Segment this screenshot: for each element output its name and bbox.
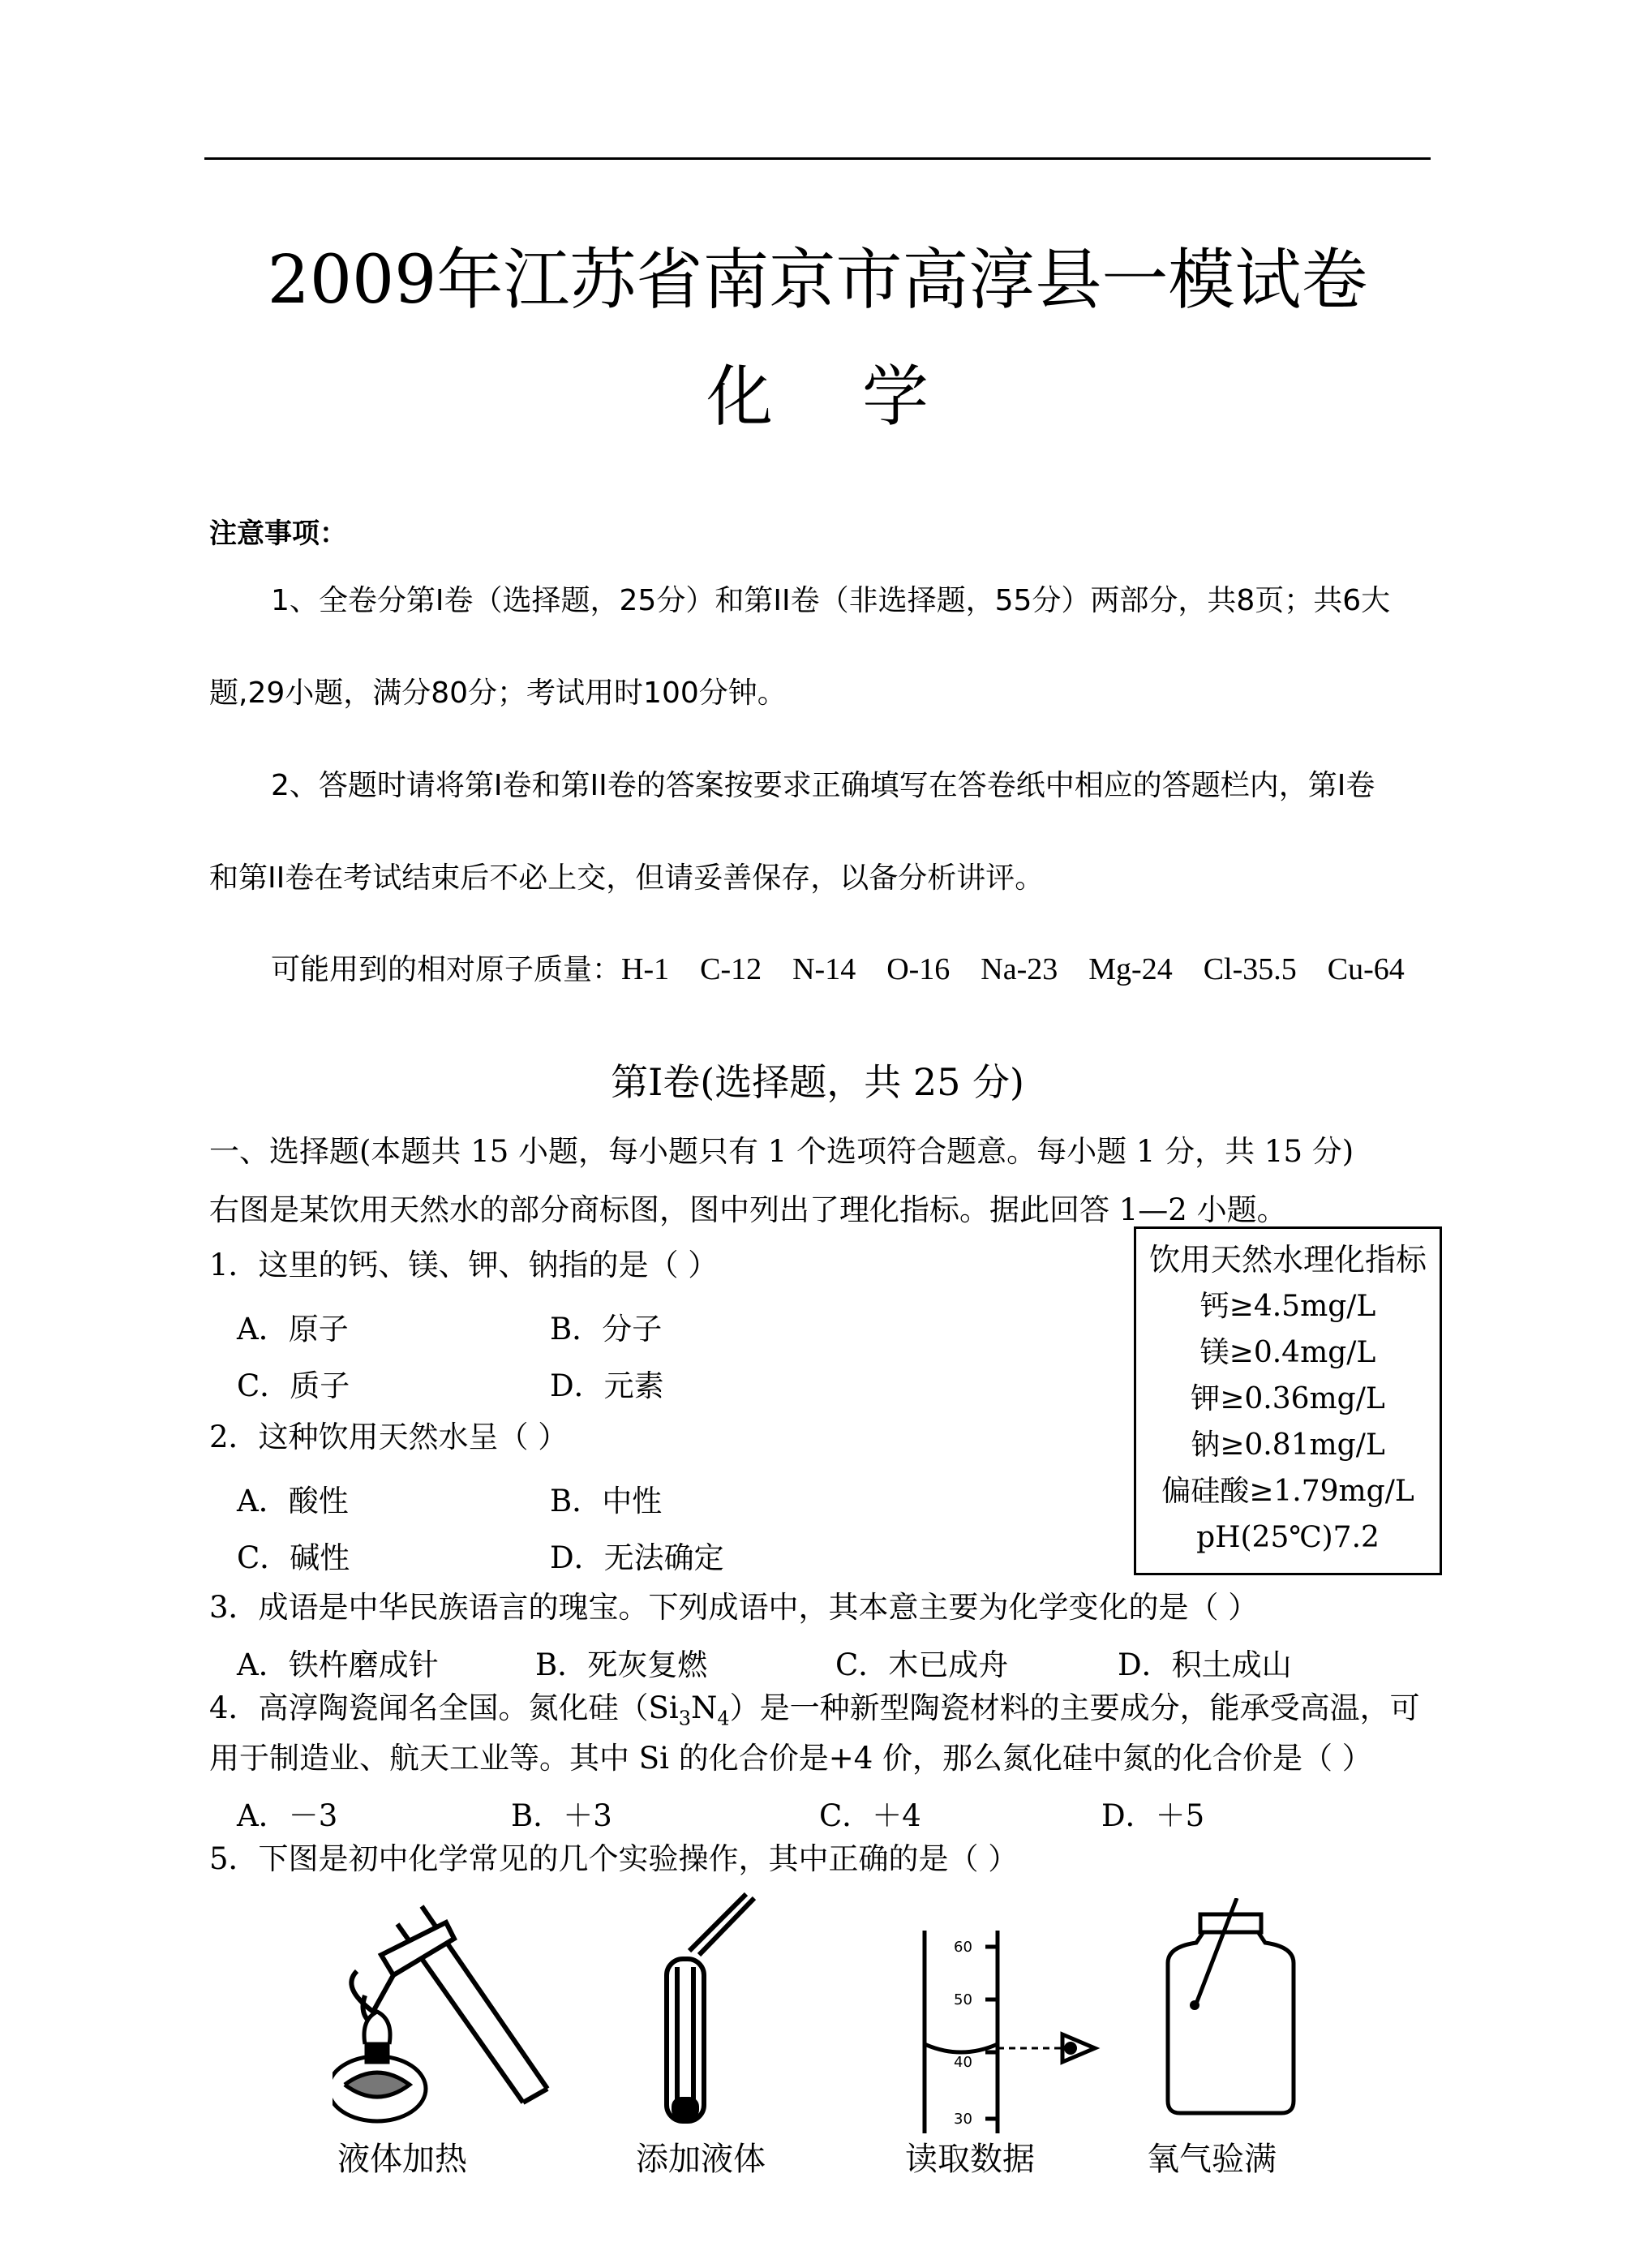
figure-reading-data [908, 1931, 1119, 2133]
q4-stem-line2: 用于制造业、航天工业等。其中 Si 的化合价是+4 价，那么氮化硅中氮的化合价是（ ） [209, 1741, 1372, 1776]
q4-stem-post: ）是一种新型陶瓷材料的主要成分，能承受高温，可 [729, 1690, 1420, 1725]
tick-label: 50 [954, 1991, 972, 2008]
notice-item1-line2: 题,29小题，满分80分；考试用时100分钟。 [209, 677, 787, 710]
caption-liquid-heating: 液体加热 [337, 2141, 467, 2178]
tick-label: 30 [954, 2111, 972, 2128]
water-label-box [1134, 1226, 1442, 1575]
q4-stem-pre: 4．高淳陶瓷闻名全国。氮化硅（Si [209, 1690, 679, 1725]
q1-option-b: B．分子 [550, 1312, 663, 1347]
q4-stem [209, 1689, 1420, 1738]
q3-option-c: C．木已成舟 [835, 1647, 1009, 1682]
atomic-masses [271, 951, 1405, 989]
subject-title: 化学 [706, 359, 1018, 436]
figure-adding-liquid [641, 1890, 770, 2133]
top-rule [204, 157, 1431, 160]
q3-option-d: D．积土成山 [1118, 1647, 1292, 1682]
tick-label: 60 [954, 1939, 972, 1956]
q1-option-d: D．元素 [550, 1368, 664, 1403]
notice-item2-line2: 和第II卷在考试结束后不必上交，但请妥善保存，以备分析讲评。 [209, 861, 1045, 895]
atomic-masses-values: H-1 C-12 N-14 O-16 Na-23 Mg-24 Cl-35.5 Cu-64 [621, 952, 1405, 986]
q3-stem: 3．成语是中华民族语言的瑰宝。下列成语中，其本意主要为化学变化的是（ ） [209, 1590, 1259, 1625]
section-title: 第I卷(选择题，共 25 分) [611, 1060, 1024, 1104]
label-row: 偏硅酸≥1.79mg/L [1161, 1475, 1414, 1508]
q2-option-a: A．酸性 [237, 1484, 349, 1518]
notice-heading: 注意事项： [209, 518, 347, 550]
q2-option-c: C．碱性 [237, 1540, 350, 1575]
q3-option-b: B．死灰复燃 [535, 1647, 708, 1682]
q4-sub2: 4 [717, 1707, 730, 1730]
q2-option-d: D．无法确定 [550, 1540, 724, 1575]
page-title: 2009年江苏省南京市高淳县一模试卷 [267, 242, 1368, 319]
q3-option-a: A．铁杵磨成针 [237, 1647, 439, 1682]
label-row: 钾≥0.36mg/L [1191, 1382, 1385, 1415]
q4-option-c: C．＋4 [819, 1798, 921, 1833]
caption-reading-data: 读取数据 [905, 2141, 1035, 2178]
q4-option-d: D．＋5 [1101, 1798, 1205, 1833]
q1-stem: 1．这里的钙、镁、钾、钠指的是（ ） [209, 1248, 719, 1282]
figure-liquid-heating [333, 1898, 568, 2133]
figure-oxygen-test [1160, 1898, 1306, 2117]
label-row: 钠≥0.81mg/L [1191, 1428, 1385, 1462]
tick-label: 40 [954, 2054, 972, 2071]
q1-option-a: A．原子 [237, 1312, 349, 1347]
q2-option-b: B．中性 [550, 1484, 663, 1518]
caption-adding-liquid: 添加液体 [636, 2141, 766, 2178]
intro-text: 右图是某饮用天然水的部分商标图，图中列出了理化指标。据此回答 1—2 小题。 [209, 1192, 1287, 1227]
label-row: 镁≥0.4mg/L [1199, 1336, 1376, 1369]
label-row: 钙≥4.5mg/L [1199, 1290, 1376, 1323]
q5-stem: 5．下图是初中化学常见的几个实验操作，其中正确的是（ ） [209, 1841, 1019, 1876]
q4-sub1: 3 [678, 1707, 692, 1730]
label-row: pH(25℃)7.2 [1196, 1521, 1380, 1554]
caption-oxygen-test: 氧气验满 [1147, 2141, 1277, 2178]
q2-stem: 2．这种饮用天然水呈（ ） [209, 1420, 569, 1454]
atomic-masses-label: 可能用到的相对原子质量： [271, 953, 622, 986]
notice-item1-line1: 1、全卷分第I卷（选择题，25分）和第II卷（非选择题，55分）两部分，共8页；共6大 [271, 584, 1391, 617]
q4-option-a: A．－3 [237, 1798, 338, 1833]
label-box-title: 饮用天然水理化指标 [1148, 1242, 1427, 1278]
part-heading: 一、选择题(本题共 15 小题，每小题只有 1 个选项符合题意。每小题 1 分，共 15 分) [209, 1134, 1354, 1169]
q1-option-c: C．质子 [237, 1368, 350, 1403]
notice-item2-line1: 2、答题时请将第I卷和第II卷的答案按要求正确填写在答卷纸中相应的答题栏内，第I卷 [271, 769, 1375, 802]
q4-stem-mid: N [691, 1690, 718, 1725]
q4-option-b: B．＋3 [511, 1798, 612, 1833]
